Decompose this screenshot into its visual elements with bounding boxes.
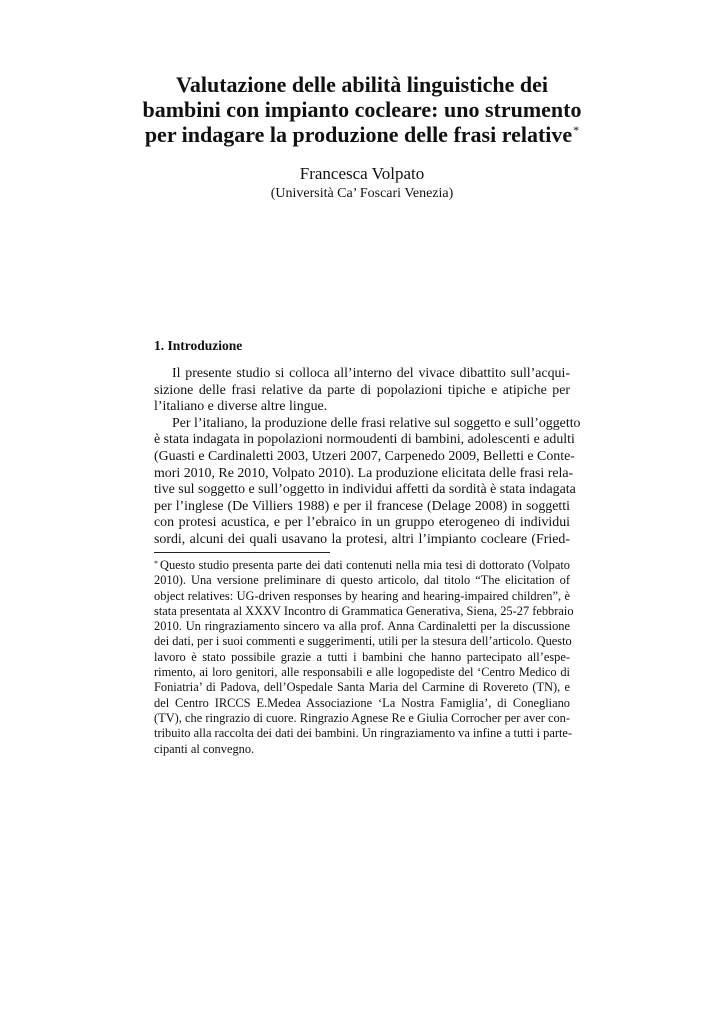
title-block bbox=[0, 72, 724, 202]
body-line: per l’inglese (De Villiers 1988) e per il francese (Delage 2008) in soggetti bbox=[154, 498, 570, 514]
section-body bbox=[154, 366, 581, 549]
title-line-1: Valutazione delle abilità linguistiche dei bbox=[176, 72, 548, 97]
footnote-line: object relatives: UG-driven responses by hearing and hearing-impaired children”, è bbox=[154, 588, 570, 603]
footnote-line: cipanti al convegno. bbox=[154, 741, 255, 756]
title-line-3-text: per indagare la produzione delle frasi relative bbox=[144, 122, 573, 147]
title-footnote-mark: * bbox=[573, 123, 580, 137]
footnote-line: tribuito alla raccolta dei dati dei bambini. Un ringraziamento va infine a tutti i parte- bbox=[154, 726, 573, 741]
footnote-line: (TV), che ringrazio di cuore. Ringrazio Agnese Re e Giulia Corrocher per aver con- bbox=[154, 710, 570, 725]
section-heading: 1. Introduzione bbox=[154, 338, 243, 353]
footnote-line: dei dati, per i suoi commenti e suggerimenti, utili per la stesura dell’articolo. Questo bbox=[154, 634, 572, 649]
title-line-3 bbox=[0, 122, 724, 147]
footnote-line: stata presentata al XXXV Incontro di Grammatica Generativa, Siena, 25-27 febbraio bbox=[154, 603, 574, 618]
body-line: Per l’italiano, la produzione delle frasi relative sul soggetto e sull’oggetto bbox=[172, 415, 581, 431]
footnote-line: 2010. Un ringraziamento sincero va alla prof. Anna Cardinaletti per la discussione bbox=[154, 619, 570, 634]
body-line: sordi, alcuni dei quali usavano la protesi, altri l’impianto cocleare (Fried- bbox=[154, 531, 570, 547]
body-line: l’italiano e diverse altre lingue. bbox=[154, 399, 328, 415]
footnote-line: lavoro è stato possibile grazie a tutti i bambini che hanno partecipato all’espe- bbox=[154, 649, 570, 664]
body-line: Il presente studio si colloca all’interno del vivace dibattito sull’acqui- bbox=[172, 366, 570, 381]
body-line: tive sul soggetto e sull’oggetto in individui affetti da sordità è stata indagata bbox=[154, 482, 576, 498]
body-line: con protesi acustica, e per l’ebraico in un gruppo eterogeneo di individui bbox=[154, 515, 570, 531]
body-line: (Guasti e Cardinaletti 2003, Utzeri 2007, Carpenedo 2009, Belletti e Conte- bbox=[154, 448, 575, 464]
footnote-line: rimento, ai loro genitori, alle responsabili e alle logopediste del ‘Centro Medico di bbox=[154, 665, 570, 680]
footnote-line: Foniatria’ di Padova, dell’Ospedale Santa Maria del Carmine di Rovereto (TN), e bbox=[154, 680, 570, 695]
title-line-2: bambini con impianto cocleare: uno strumento bbox=[142, 97, 582, 122]
body-line: mori 2010, Re 2010, Volpato 2010). La produzione elicitata delle frasi rela- bbox=[154, 465, 574, 481]
footnote-line: del Centro IRCCS E.Medea Associazione ‘La Nostra Famiglia’, di Conegliano bbox=[154, 695, 570, 710]
footnote-line bbox=[154, 558, 570, 573]
footnote-mark: * bbox=[154, 559, 158, 568]
author-name: Francesca Volpato bbox=[299, 164, 425, 183]
footnote-divider bbox=[154, 552, 330, 553]
footnote-line: 2010). Una versione preliminare di questo articolo, dal titolo “The elicitation of bbox=[154, 573, 570, 588]
author-affiliation: (Università Ca’ Foscari Venezia) bbox=[270, 186, 454, 201]
footnote-line-text: Questo studio presenta parte dei dati contenuti nella mia tesi di dottorato (Volpato bbox=[160, 558, 570, 572]
body-line: è stata indagata in popolazioni normoudenti di bambini, adolescenti e adulti bbox=[154, 432, 575, 448]
footnote bbox=[154, 558, 574, 757]
body-line: sizione delle frasi relative da parte di popolazioni tipiche e atipiche per bbox=[154, 382, 570, 398]
